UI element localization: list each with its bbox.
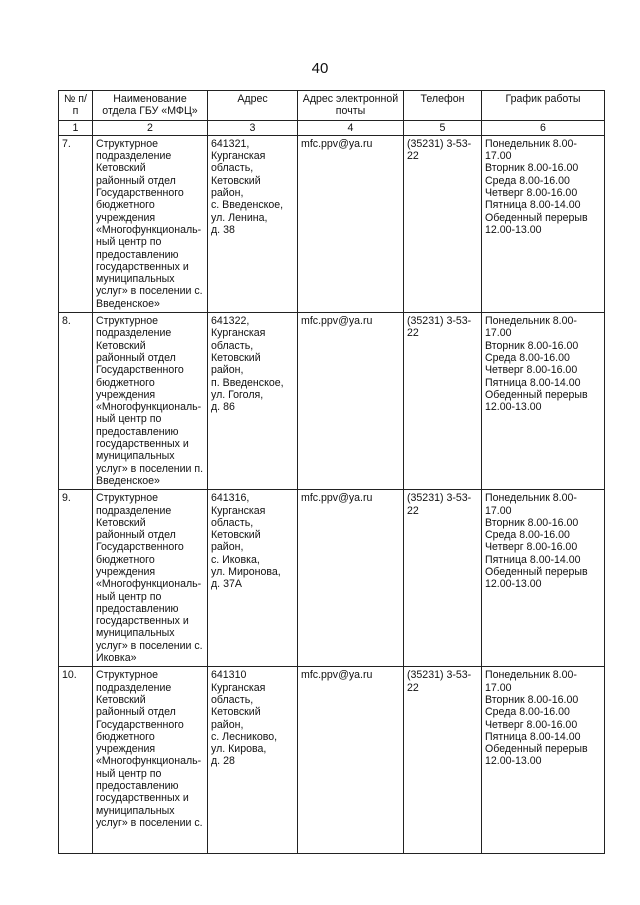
phone: (35231) 3-53- 22 bbox=[404, 135, 482, 312]
column-number: 3 bbox=[208, 120, 298, 135]
row-number: 8. bbox=[59, 313, 93, 490]
header-number: № п/п bbox=[59, 91, 93, 121]
header-department-name: Наименование отдела ГБУ «МФЦ» bbox=[93, 91, 208, 121]
column-number: 1 bbox=[59, 120, 93, 135]
department-name: Структурное подразделение Кетовский районный отдел Государственного бюджетного учреждения «Многофункциональ- ный центр по предоставлению государственных и муниципальных услуг» в поселении с. bbox=[93, 667, 208, 854]
schedule: Понедельник 8.00- 17.00 Вторник 8.00-16.00 Среда 8.00-16.00 Четверг 8.00-16.00 Пятница 8.00-14.00 Обеденный перерыв 12.00-13.00 bbox=[482, 313, 605, 490]
table-row bbox=[59, 667, 605, 854]
row-number: 7. bbox=[59, 135, 93, 312]
header-row bbox=[59, 91, 605, 121]
department-name: Структурное подразделение Кетовский районный отдел Государственного бюджетного учреждения «Многофункциональ- ный центр по предоставлению государственных и муниципальных услуг» в поселении с. Иковка» bbox=[93, 490, 208, 667]
email: mfc.ppv@ya.ru bbox=[298, 490, 404, 667]
mfc-departments-table bbox=[58, 90, 605, 854]
row-number: 10. bbox=[59, 667, 93, 854]
page-number: 40 bbox=[311, 60, 329, 77]
department-name: Структурное подразделение Кетовский районный отдел Государственного бюджетного учреждения «Многофункциональ- ный центр по предоставлению государственных и муниципальных услуг» в поселении с. Введенское» bbox=[93, 135, 208, 312]
table-row bbox=[59, 313, 605, 490]
column-number: 6 bbox=[482, 120, 605, 135]
email: mfc.ppv@ya.ru bbox=[298, 135, 404, 312]
phone: (35231) 3-53- 22 bbox=[404, 313, 482, 490]
column-number: 5 bbox=[404, 120, 482, 135]
address: 641310 Курганская область, Кетовский район, с. Лесниково, ул. Кирова, д. 28 bbox=[208, 667, 298, 854]
column-number: 2 bbox=[93, 120, 208, 135]
schedule: Понедельник 8.00- 17.00 Вторник 8.00-16.00 Среда 8.00-16.00 Четверг 8.00-16.00 Пятница 8.00-14.00 Обеденный перерыв 12.00-13.00 bbox=[482, 135, 605, 312]
table-row bbox=[59, 490, 605, 667]
header-schedule: График работы bbox=[482, 91, 605, 121]
column-number: 4 bbox=[298, 120, 404, 135]
phone: (35231) 3-53- 22 bbox=[404, 667, 482, 854]
email: mfc.ppv@ya.ru bbox=[298, 313, 404, 490]
phone: (35231) 3-53- 22 bbox=[404, 490, 482, 667]
address: 641316, Курганская область, Кетовский район, с. Иковка, ул. Миронова, д. 37А bbox=[208, 490, 298, 667]
email: mfc.ppv@ya.ru bbox=[298, 667, 404, 854]
address: 641321, Курганская область, Кетовский район, с. Введенское, ул. Ленина, д. 38 bbox=[208, 135, 298, 312]
address: 641322, Курганская область, Кетовский район, п. Введенское, ул. Гоголя, д. 86 bbox=[208, 313, 298, 490]
header-phone: Телефон bbox=[404, 91, 482, 121]
schedule: Понедельник 8.00- 17.00 Вторник 8.00-16.00 Среда 8.00-16.00 Четверг 8.00-16.00 Пятница 8.00-14.00 Обеденный перерыв 12.00-13.00 bbox=[482, 667, 605, 854]
header-email: Адрес электронной почты bbox=[298, 91, 404, 121]
table-row bbox=[59, 135, 605, 312]
department-name: Структурное подразделение Кетовский районный отдел Государственного бюджетного учреждения «Многофункциональ- ный центр по предоставлению государственных и муниципальных услуг» в поселении п. Введенское» bbox=[93, 313, 208, 490]
header-address: Адрес bbox=[208, 91, 298, 121]
row-number: 9. bbox=[59, 490, 93, 667]
schedule: Понедельник 8.00- 17.00 Вторник 8.00-16.00 Среда 8.00-16.00 Четверг 8.00-16.00 Пятница 8.00-14.00 Обеденный перерыв 12.00-13.00 bbox=[482, 490, 605, 667]
column-numbers-row bbox=[59, 120, 605, 135]
